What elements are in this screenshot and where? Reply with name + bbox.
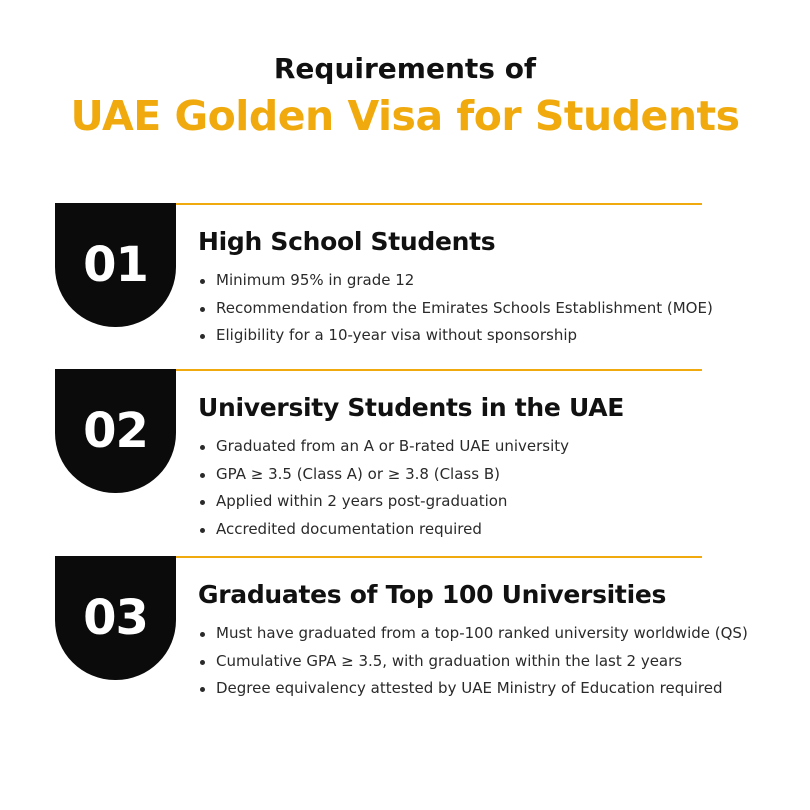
section-high-school xyxy=(55,203,755,353)
bullet-dot-icon xyxy=(200,528,205,533)
list-item xyxy=(198,648,758,676)
bullet-dot-icon xyxy=(200,687,205,692)
list-item xyxy=(198,322,758,350)
list-item xyxy=(198,295,758,323)
bullet-dot-icon xyxy=(200,660,205,665)
list-item-text: Degree equivalency attested by UAE Ministry of Education required xyxy=(216,679,723,698)
list-item-text: Accredited documentation required xyxy=(216,520,482,539)
section-divider xyxy=(176,556,702,558)
list-item xyxy=(198,516,758,544)
section-heading: University Students in the UAE xyxy=(198,393,625,422)
section-university xyxy=(55,369,755,539)
list-item-text: Recommendation from the Emirates Schools Establishment (MOE) xyxy=(216,298,713,317)
number-badge: 01 xyxy=(55,203,176,327)
page-title-line-1: Requirements of xyxy=(273,52,537,85)
list-item-text: GPA ≥ 3.5 (Class A) or ≥ 3.8 (Class B) xyxy=(216,464,500,483)
page-title-line-2: UAE Golden Visa for Students xyxy=(70,92,740,140)
list-item xyxy=(198,488,758,516)
bullet-dot-icon xyxy=(200,307,205,312)
bullet-dot-icon xyxy=(200,279,205,284)
list-item-text: Applied within 2 years post-graduation xyxy=(216,492,508,511)
section-divider xyxy=(176,203,702,205)
list-item-text: Must have graduated from a top-100 ranked university worldwide (QS) xyxy=(216,624,748,642)
list-item xyxy=(198,267,758,295)
number-badge: 02 xyxy=(55,369,176,493)
list-item-text: Minimum 95% in grade 12 xyxy=(216,271,415,289)
list-item xyxy=(198,461,758,489)
bullet-dot-icon xyxy=(200,500,205,505)
section-top-100 xyxy=(55,556,755,756)
bullet-dot-icon xyxy=(200,445,205,450)
list-item xyxy=(198,433,758,461)
list-item-text: Eligibility for a 10-year visa without sponsorship xyxy=(216,326,578,345)
bullet-dot-icon xyxy=(200,632,205,637)
bullet-list xyxy=(198,267,758,350)
bullet-list xyxy=(198,433,758,544)
number-badge: 03 xyxy=(55,556,176,680)
bullet-dot-icon xyxy=(200,473,205,478)
list-item xyxy=(198,620,758,648)
list-item xyxy=(198,675,758,703)
list-item-text: Graduated from an A or B-rated UAE university xyxy=(216,437,570,455)
bullet-dot-icon xyxy=(200,334,205,339)
list-item-text: Cumulative GPA ≥ 3.5, with graduation within the last 2 years xyxy=(216,651,683,670)
section-heading: Graduates of Top 100 Universities xyxy=(198,580,667,609)
bullet-list xyxy=(198,620,758,703)
section-heading: High School Students xyxy=(198,227,496,256)
section-divider xyxy=(176,369,702,371)
